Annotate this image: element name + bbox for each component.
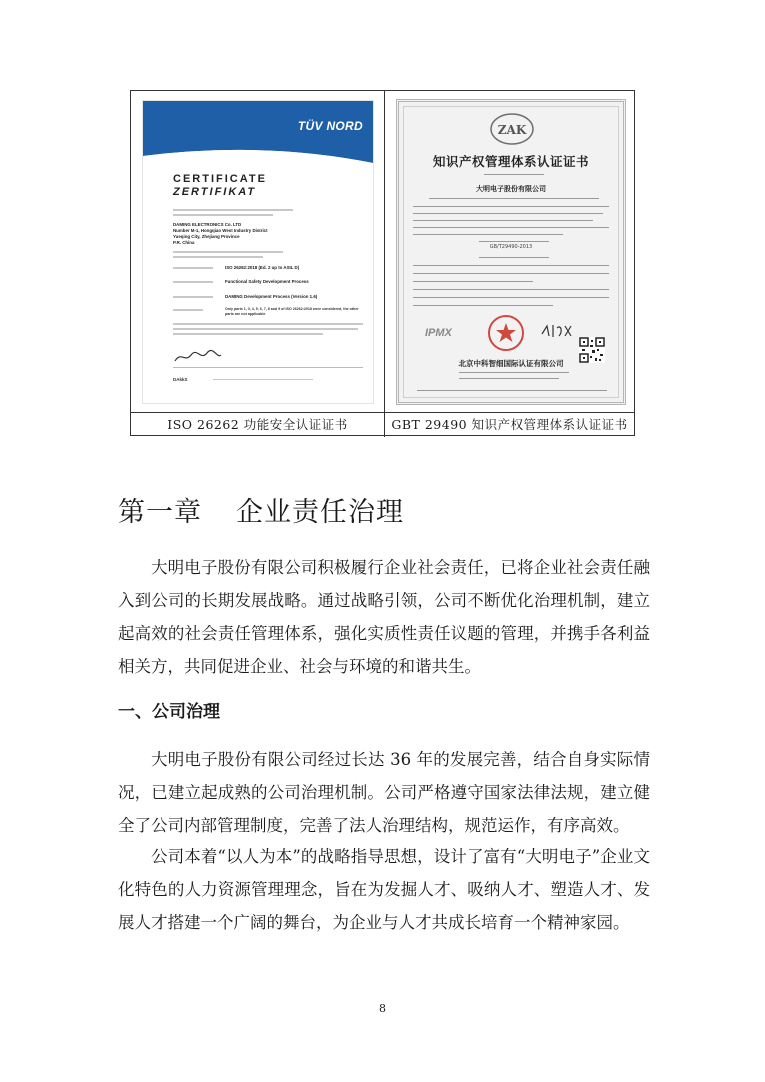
text-line — [413, 227, 609, 228]
text-line — [413, 220, 593, 221]
chapter-heading — [118, 490, 404, 529]
chapter-number: 第一章 — [118, 497, 202, 528]
ip-certificate-title: 知识产权管理体系认证证书 — [432, 154, 589, 169]
text-line — [413, 281, 533, 282]
certificate-figure — [130, 90, 635, 436]
certificate-standard: ISO 26262:2018 (Ed. 2 up to ASIL D) — [225, 265, 300, 270]
section-heading: 一、公司治理 — [118, 702, 220, 722]
text-line — [417, 390, 607, 391]
zak-emblem-text: ZAK — [497, 123, 527, 137]
text-line — [479, 241, 549, 242]
text-line — [413, 234, 563, 235]
text-line — [459, 372, 569, 373]
text-line — [173, 267, 213, 269]
certificate-description: Functional Safety Development Process — [225, 279, 309, 284]
text-line — [484, 174, 544, 175]
text-line — [173, 328, 358, 330]
signature — [173, 349, 223, 368]
certificate-remarks: Only parts 1, 3, 4, 5, 6, 7, 8 and 9 of ISO 26262:2018 were considered, the other parts are not applicable — [225, 307, 359, 316]
text-line — [173, 281, 213, 283]
certificate-address-1: Number M-1, Hongqiao West Industry District — [173, 228, 268, 233]
gbt29490-certificate-image — [396, 99, 626, 405]
dakks-logo: DAkkS — [173, 377, 188, 382]
text-line — [173, 309, 203, 311]
text-line — [429, 198, 599, 199]
text-line — [413, 265, 609, 266]
text-line — [213, 379, 313, 380]
governance-paragraph-2: 公司本着“以人为本”的战略指导思想，设计了富有“大明电子”企业文化特色的人力资源管理理念，旨在为发掘人才、吸纳人才、塑造人才、发展人才搭建一个广阔的舞台，为企业与人才共成长培育一个精神家园。 — [118, 847, 650, 932]
footer-rule — [173, 367, 363, 368]
chapter-title: 企业责任治理 — [236, 497, 404, 528]
text-line — [413, 289, 609, 290]
certificate-title-en: CERTIFICATE — [173, 173, 267, 185]
certificate-address-3: P.R. China — [173, 240, 195, 245]
zak-emblem-icon — [489, 112, 535, 146]
text-line — [173, 333, 323, 335]
issuer-name: 北京中科智细国际认证有限公司 — [458, 359, 564, 368]
iso26262-certificate-image — [143, 101, 373, 403]
text-line — [413, 273, 609, 274]
text-line — [459, 378, 559, 379]
certificate-title-de: ZERTIFIKAT — [173, 186, 257, 198]
signature-mark — [539, 320, 575, 342]
intro-paragraph: 大明电子股份有限公司积极履行企业社会责任，已将企业社会责任融入到公司的长期发展战略。通过战略引领，公司不断优化治理机制，建立起高效的社会责任管理体系，强化实质性责任议题的管理，并携手各利益相关方，共同促进企业、社会与环境的和谐共生。 — [118, 558, 650, 676]
text-line — [479, 257, 549, 258]
ipmx-logo: IPMX — [425, 327, 452, 339]
page-number: 8 — [379, 1002, 386, 1015]
text-line — [173, 214, 273, 216]
text-line — [413, 213, 603, 214]
signature-mark — [173, 349, 223, 365]
text-line — [173, 296, 213, 298]
certificate-company: DAMING ELECTRONICS Co. LTD — [173, 222, 242, 227]
figure-column-divider — [384, 91, 385, 437]
caption-iso26262: ISO 26262 功能安全认证证书 — [167, 417, 348, 432]
text-line — [413, 305, 553, 306]
certificate-type: DAMING Development Process (Version 1.6) — [225, 294, 318, 299]
governance-paragraph-1: 大明电子股份有限公司经过长达 36 年的发展完善，结合自身实际情况，已建立起成熟的公司治理机制。公司严格遵守国家法律法规，建立健全了公司内部管理制度，完善了法人治理结构，规范运作，有序高效。 — [118, 750, 650, 835]
tuv-nord-logo: TÜV NORD — [297, 119, 363, 133]
ip-certificate-standard: GB/T29490-2013 — [489, 244, 533, 250]
ip-certificate-company: 大明电子股份有限公司 — [476, 184, 546, 193]
text-line — [413, 297, 609, 298]
text-line — [173, 256, 263, 258]
text-line — [173, 323, 363, 325]
text-line — [173, 251, 283, 253]
certificate-address-2: Yueqing City, Zhejiang Province — [173, 234, 240, 239]
red-seal-stamp — [487, 314, 525, 352]
text-line — [173, 209, 293, 211]
text-line — [413, 206, 609, 207]
caption-gbt29490: GBT 29490 知识产权管理体系认证证书 — [391, 417, 628, 432]
